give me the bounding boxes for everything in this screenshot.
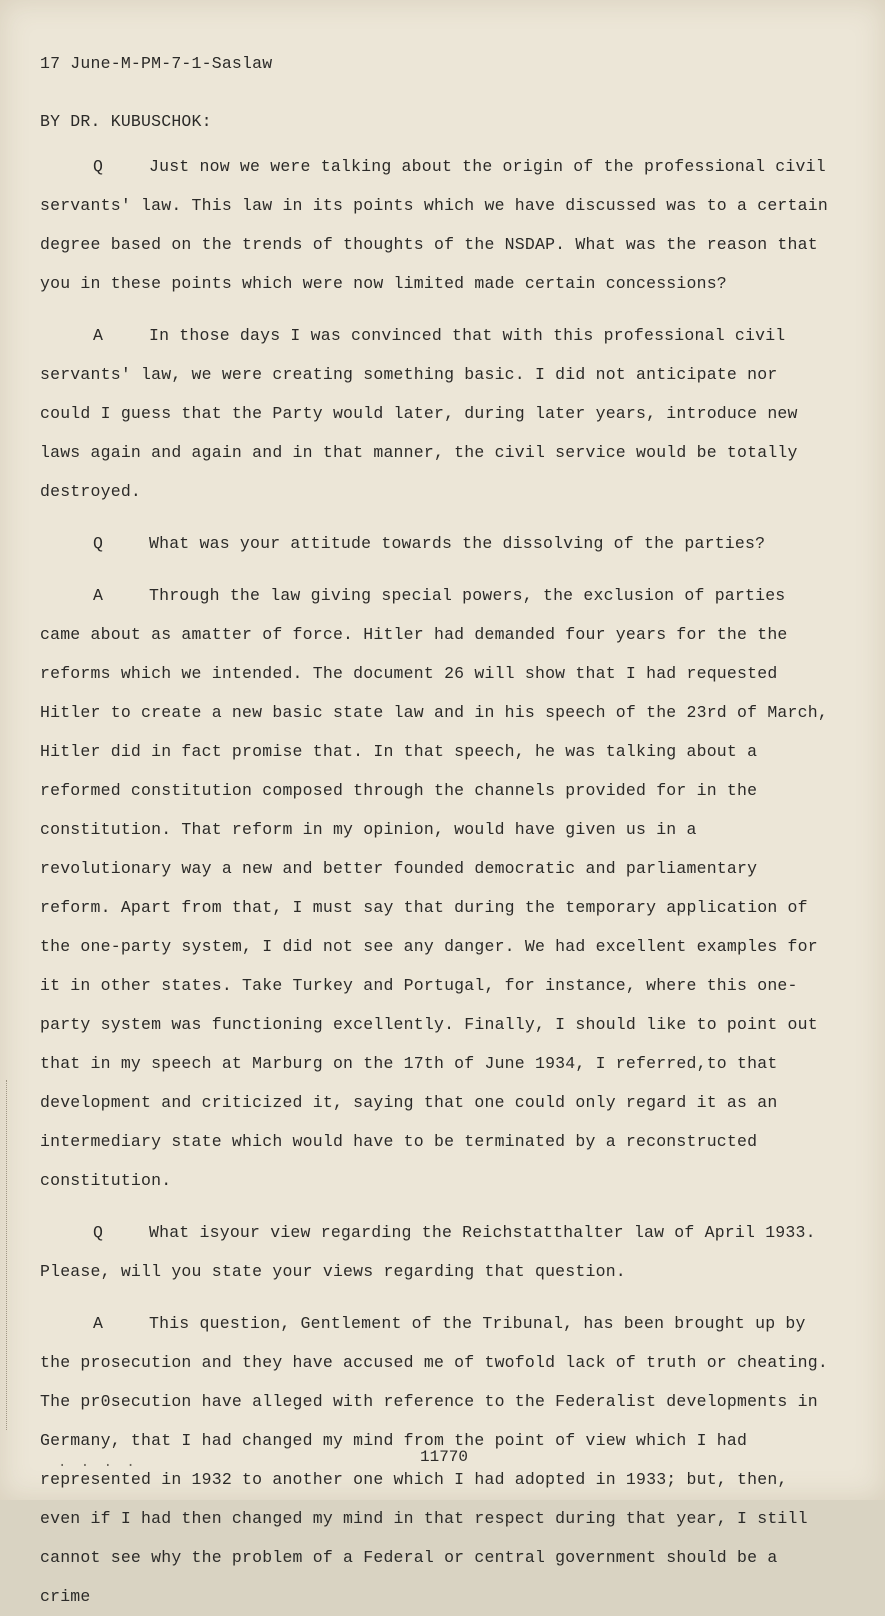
speaker-label: A — [93, 1314, 104, 1333]
page-number: 11770 — [420, 1448, 469, 1466]
speaker-label: A — [93, 586, 104, 605]
paragraph-text: What isyour view regarding the Reichstatthalter law of April 1933. Please, will you state your views regarding that question. — [40, 1223, 816, 1281]
question-paragraph — [40, 1213, 830, 1291]
transcript-body — [40, 52, 830, 1616]
speaker-label: A — [93, 326, 104, 345]
page-header: 17 June-M-PM-7-1-Saslaw — [40, 54, 273, 73]
paragraph-text: What was your attitude towards the dissolving of the parties? — [149, 534, 766, 553]
question-paragraph — [40, 524, 830, 563]
footer-dots: . . . . — [58, 1455, 138, 1471]
examiner-line: BY DR. KUBUSCHOK: — [40, 112, 212, 131]
binding-marks — [6, 1080, 17, 1430]
speaker-label: Q — [93, 157, 104, 176]
paragraph-text: Just now we were talking about the origin of the professional civil servants' law. This law in its points which we have discussed was to a certain degree based on the trends of thoughts of the NSDAP. What was the reason that you in these points which were now limited made certain concessions? — [40, 157, 828, 293]
question-paragraph — [40, 147, 830, 303]
answer-paragraph — [40, 576, 830, 1200]
paragraph-text: In those days I was convinced that with this professional civil servants' law, we were creating something basic. I did not anticipate nor could I guess that the Party would later, during later years, introduce new laws again and again and in that manner, the civil service would be totally destroyed. — [40, 326, 798, 501]
paragraph-text: Through the law giving special powers, the exclusion of parties came about as amatter of force. Hitler had demanded four years for the the reforms which we intended. The document 26 will show that I had requested Hitler to create a new basic state law and in his speech of the 23rd of March, Hitler did in fact promise that. In that speech, he was talking about a reformed constitution composed through the channels provided for in the constitution. That reform in my opinion, would have given us in a revolutionary way a new and better founded democratic and parliamentary reform. Apart from that, I must say that during the temporary application of the one-party system, I did not see any danger. We had excellent examples for it in other states. Take Turkey and Portugal, for instance, where this one-party system was functioning excellently. Finally, I should like to point out that in my speech at Marburg on the 17th of June 1934, I referred,to that development and criticized it, saying that one could only regard it as an intermediary state which would have to be terminated by a reconstructed constitution. — [40, 586, 828, 1190]
speaker-label: Q — [93, 1223, 104, 1242]
paragraph-text: This question, Gentlement of the Tribunal, has been brought up by the prosecution and they have accused me of twofold lack of truth or cheating. The pr0secution have alleged with reference to the Federalist developments in Germany, that I had changed my mind from the point of view which I had represented in 1932 to another one which I had adopted in 1933; but, then, even if I had then changed my mind in that respect during that year, I still cannot see why the problem of a Federal or central government should be a crime — [40, 1314, 828, 1606]
speaker-label: Q — [93, 534, 104, 553]
answer-paragraph — [40, 316, 830, 511]
